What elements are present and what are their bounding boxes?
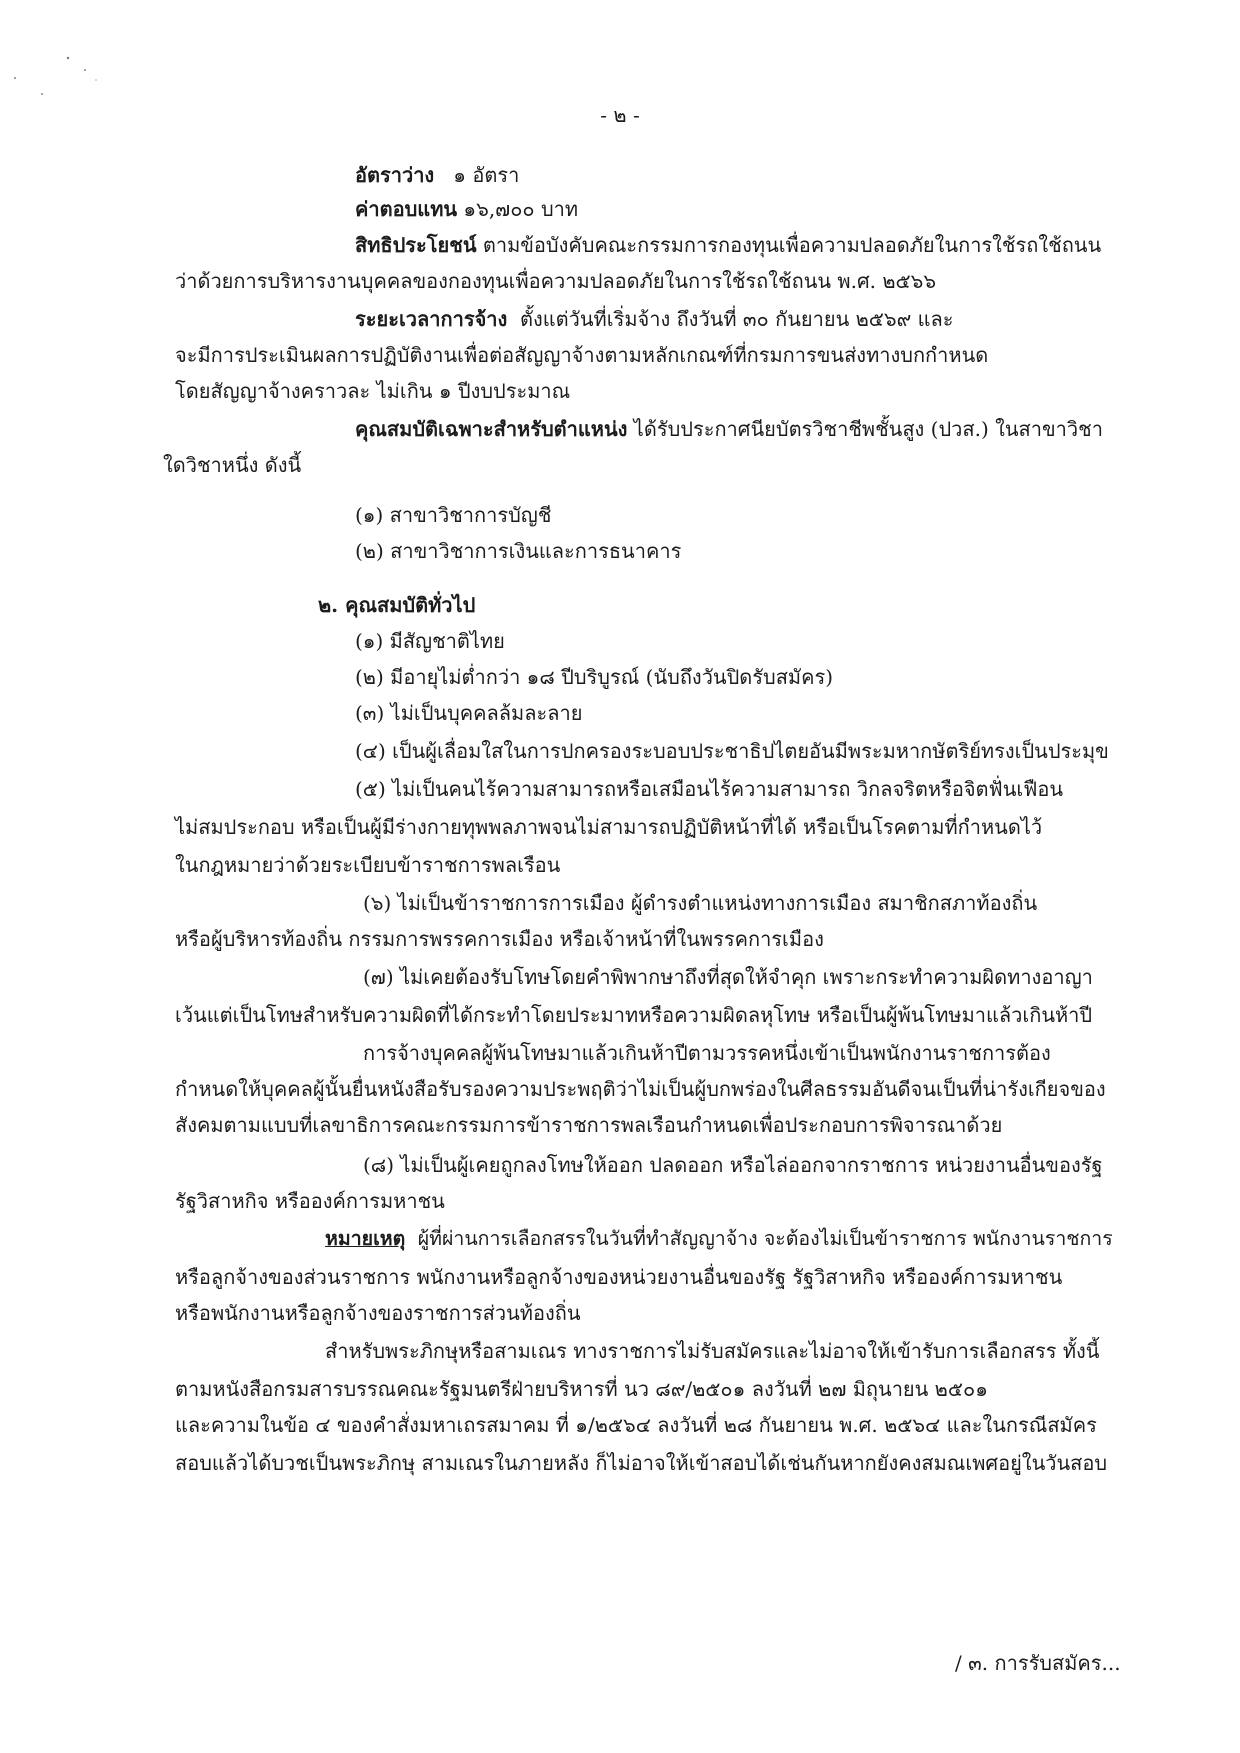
specific-qualifications-item-2: (๒) สาขาวิชาการเงินและการธนาคาร xyxy=(355,539,682,563)
general-qualifications-item-7-line-4: กำหนดให้บุคคลผู้นั้นยื่นหนังสือรับรองความประพฤติว่าไม่เป็นผู้บกพร่องในศีลธรรมอันดีจนเป็นที่น่ารังเกียจของ xyxy=(175,1077,1106,1101)
monks-note-line-1: สำหรับพระภิกษุหรือสามเณร ทางราชการไม่รับสมัครและไม่อาจให้เข้ารับการเลือกสรร ทั้งนี้ xyxy=(325,1339,1100,1363)
compensation-label: ค่าตอบแทน xyxy=(355,197,458,221)
general-qualifications-item-4: (๔) เป็นผู้เลื่อมใสในการปกครองระบอบประชาธิปไตยอันมีพระมหากษัตริย์ทรงเป็นประมุข xyxy=(355,739,1109,763)
employment-period-line-1 xyxy=(355,304,954,334)
vacancy-line xyxy=(355,160,519,190)
general-qualifications-item-7-line-1: (๗) ไม่เคยต้องรับโทษโดยคำพิพากษาถึงที่สุดให้จำคุก เพราะกระทำความผิดทางอาญา xyxy=(363,965,1093,989)
vacancy-label: อัตราว่าง xyxy=(355,163,435,187)
remark-line-1 xyxy=(325,1224,1113,1254)
remark-label: หมายเหตุ xyxy=(325,1227,406,1250)
employment-period-label: ระยะเวลาการจ้าง xyxy=(355,307,508,331)
general-qualifications-item-8-line-2: รัฐวิสาหกิจ หรือองค์การมหาชน xyxy=(175,1189,445,1213)
specific-qualifications-line-1 xyxy=(355,414,1103,444)
compensation-value: ๑๖,๗๐๐ บาท xyxy=(463,197,579,221)
page-number: - ๒ - xyxy=(600,103,640,127)
general-qualifications-item-7-line-2: เว้นแต่เป็นโทษสำหรับความผิดที่ได้กระทำโดยประมาทหรือความผิดลหุโทษ หรือเป็นผู้พ้นโทษมาแล้วเกินห้าปี xyxy=(175,1003,1093,1027)
general-qualifications-item-7-line-5: สังคมตามแบบที่เลขาธิการคณะกรรมการข้าราชการพลเรือนกำหนดเพื่อประกอบการพิจารณาด้วย xyxy=(175,1113,1003,1137)
general-qualifications-item-6-line-1: (๖) ไม่เป็นข้าราชการการเมือง ผู้ดำรงตำแหน่งทางการเมือง สมาชิกสภาท้องถิ่น xyxy=(363,891,1038,915)
compensation-line xyxy=(355,194,578,224)
employment-period-line-3: โดยสัญญาจ้างคราวละ ไม่เกิน ๑ ปีงบประมาณ xyxy=(175,379,571,403)
continuation-note: / ๓. การรับสมัคร... xyxy=(955,1651,1121,1675)
benefits-label: สิทธิประโยชน์ xyxy=(355,233,477,257)
general-qualifications-heading: ๒. คุณสมบัติทั่วไป xyxy=(318,593,476,617)
benefits-line-2: ว่าด้วยการบริหารงานบุคคลของกองทุนเพื่อความปลอดภัยในการใช้รถใช้ถนน พ.ศ. ๒๕๖๖ xyxy=(175,269,937,293)
general-qualifications-item-1: (๑) มีสัญชาติไทย xyxy=(355,629,505,653)
specific-qualifications-item-1: (๑) สาขาวิชาการบัญชี xyxy=(355,503,552,527)
vacancy-value: ๑ อัตรา xyxy=(453,163,520,187)
monks-note-line-3: และความในข้อ ๔ ของคำสั่งมหาเถรสมาคม ที่ ๑/๒๕๖๔ ลงวันที่ ๒๘ กันยายน พ.ศ. ๒๕๖๔ และในกรณีสมัคร xyxy=(175,1413,1097,1437)
benefits-line-1 xyxy=(355,230,1102,260)
general-qualifications-item-8-line-1: (๘) ไม่เป็นผู้เคยถูกลงโทษให้ออก ปลดออก หรือไล่ออกจากราชการ หน่วยงานอื่นของรัฐ xyxy=(363,1153,1103,1177)
general-qualifications-item-2: (๒) มีอายุไม่ต่ำกว่า ๑๘ ปีบริบูรณ์ (นับถึงวันปิดรับสมัคร) xyxy=(355,665,834,689)
benefits-text-1: ตามข้อบังคับคณะกรรมการกองทุนเพื่อความปลอดภัยในการใช้รถใช้ถนน xyxy=(482,233,1102,257)
remark-line-3: หรือพนักงานหรือลูกจ้างของราชการส่วนท้องถิ่น xyxy=(175,1301,581,1325)
general-qualifications-item-6-line-2: หรือผู้บริหารท้องถิ่น กรรมการพรรคการเมือง หรือเจ้าหน้าที่ในพรรคการเมือง xyxy=(175,927,824,951)
remark-text-1: ผู้ที่ผ่านการเลือกสรรในวันที่ทำสัญญาจ้าง จะต้องไม่เป็นข้าราชการ พนักงานราชการ xyxy=(417,1227,1113,1250)
general-qualifications-item-5-line-3: ในกฎหมายว่าด้วยระเบียบข้าราชการพลเรือน xyxy=(175,853,561,877)
monks-note-line-2: ตามหนังสือกรมสารบรรณคณะรัฐมนตรีฝ่ายบริหารที่ นว ๘๙/๒๕๐๑ ลงวันที่ ๒๗ มิถุนายน ๒๕๐๑ xyxy=(175,1377,988,1401)
employment-period-line-2: จะมีการประเมินผลการปฏิบัติงานเพื่อต่อสัญญาจ้างตามหลักเกณฑ์ที่กรมการขนส่งทางบกกำหนด xyxy=(175,343,989,367)
general-qualifications-item-3: (๓) ไม่เป็นบุคคลล้มละลาย xyxy=(355,701,583,725)
specific-qualifications-text-1: ได้รับประกาศนียบัตรวิชาชีพชั้นสูง (ปวส.) ในสาขาวิชา xyxy=(633,417,1103,441)
monks-note-line-4: สอบแล้วได้บวชเป็นพระภิกษุ สามเณรในภายหลัง ก็ไม่อาจให้เข้าสอบได้เช่นกันหากยังคงสมณเพศอยู่ในวันสอบ xyxy=(175,1451,1108,1475)
general-qualifications-item-7-line-3: การจ้างบุคคลผู้พ้นโทษมาแล้วเกินห้าปีตามวรรคหนึ่งเข้าเป็นพนักงานราชการต้อง xyxy=(363,1041,1051,1065)
specific-qualifications-label: คุณสมบัติเฉพาะสำหรับตำแหน่ง xyxy=(355,417,628,441)
general-qualifications-item-5-line-1: (๕) ไม่เป็นคนไร้ความสามารถหรือเสมือนไร้ความสามารถ วิกลจริตหรือจิตฟั่นเฟือน xyxy=(355,777,1064,801)
specific-qualifications-line-2: ใดวิชาหนึ่ง ดังนี้ xyxy=(163,453,302,477)
general-qualifications-item-5-line-2: ไม่สมประกอบ หรือเป็นผู้มีร่างกายทุพพลภาพจนไม่สามารถปฏิบัติหน้าที่ได้ หรือเป็นโรคตามที่กำหนดไว้ xyxy=(175,815,1043,839)
remark-line-2: หรือลูกจ้างของส่วนราชการ พนักงานหรือลูกจ้างของหน่วยงานอื่นของรัฐ รัฐวิสาหกิจ หรือองค์การมหาชน xyxy=(175,1265,1063,1289)
employment-period-text-1: ตั้งแต่วันที่เริ่มจ้าง ถึงวันที่ ๓๐ กันยายน ๒๕๖๙ และ xyxy=(520,307,954,331)
